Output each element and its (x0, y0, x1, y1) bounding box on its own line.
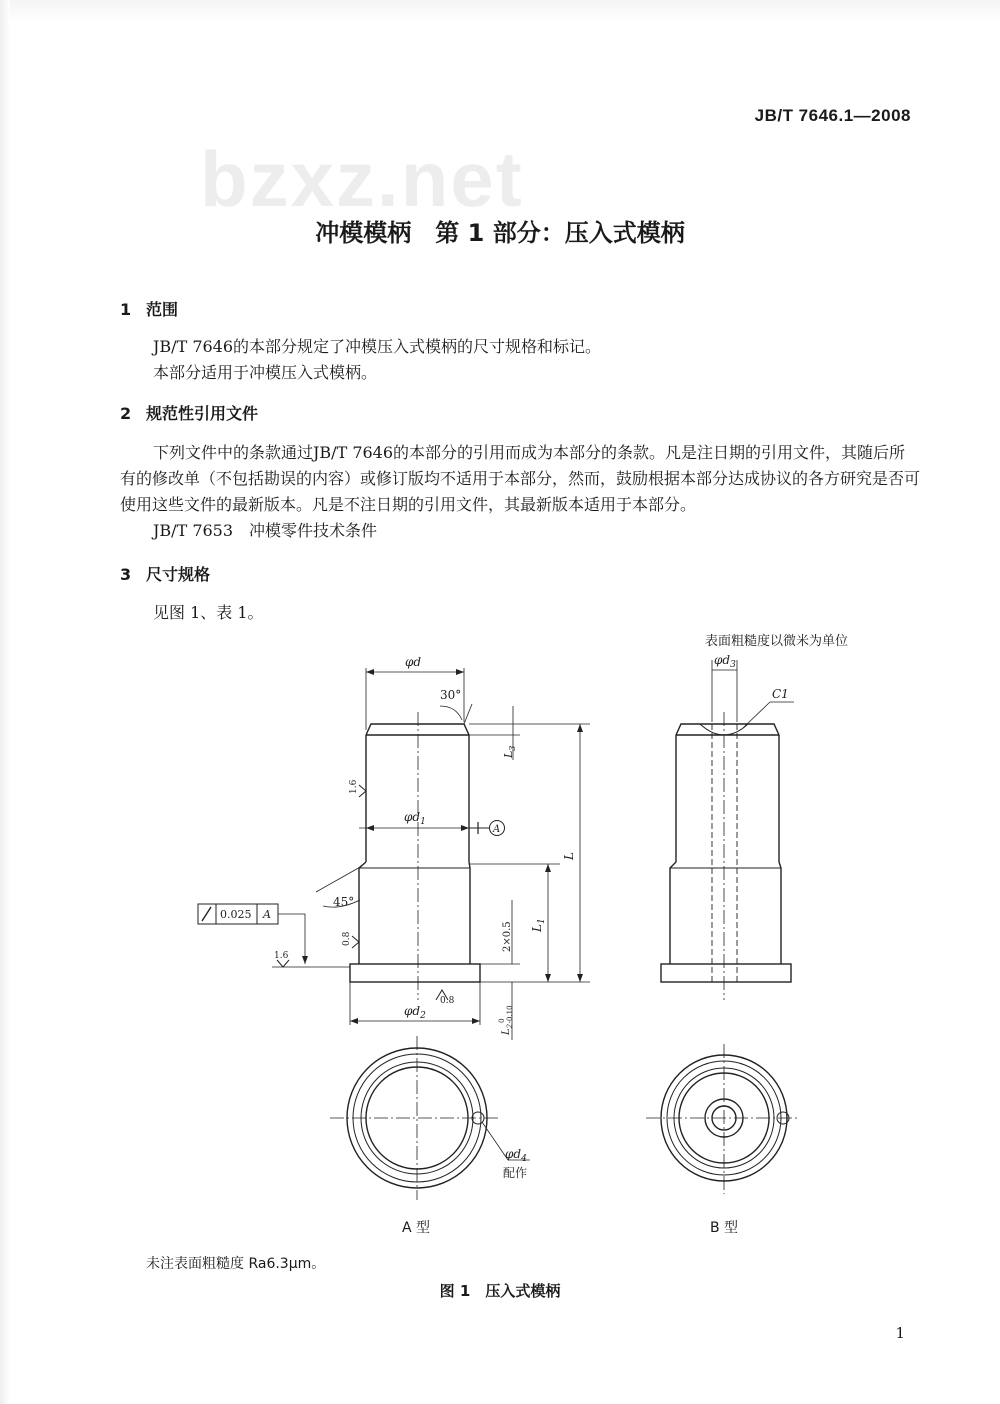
page-title: 冲模模柄 第 1 部分：压入式模柄 (315, 219, 685, 247)
dim-d2-label: $\varphi d_2$ (404, 1004, 426, 1021)
runout-tolerance-value: 0.025 (220, 908, 252, 921)
scan-edge-top (0, 0, 1000, 22)
section-2-reference: JB/T 7653 冲模零件技术条件 (153, 521, 378, 540)
roughness-1-6-upper: 1.6 (349, 779, 359, 794)
figure-caption: 图 1 压入式模柄 (439, 1282, 561, 1300)
standard-number: JB/T 7646.1—2008 (754, 106, 911, 125)
type-a-top-view (330, 1036, 530, 1200)
section-1-number: 1 (120, 300, 132, 319)
type-b-side-view (661, 653, 794, 1000)
type-a-side-view (198, 655, 590, 1040)
roughness-0-8-bottom: 0.8 (440, 996, 455, 1006)
angle-45-label: 45° (333, 895, 355, 909)
dim-l-label: L (562, 852, 576, 860)
roughness-units-note: 表面粗糙度以微米为单位 (705, 634, 849, 649)
section-3-heading (120, 562, 210, 585)
section-1-title: 范围 (146, 300, 179, 319)
dim-l1-label: $L_1$ (530, 918, 547, 932)
section-1-heading (120, 297, 178, 320)
dim-d-label: φd (405, 655, 422, 669)
section-2-number: 2 (120, 404, 132, 423)
section-2-heading (120, 401, 258, 424)
section-2-paragraph: 下列文件中的条款通过JB/T 7646的本部分的引用而成为本部分的条款。凡是注日期的引用文件，其随后所有的修改单（不包括勘误的内容）或修订版均不适用于本部分，然而，鼓励根据本部分达成协议的各方研究是否可使用这些文件的最新版本。凡是不注日期的引用文件，其最新版本适用于本部分。 (120, 443, 921, 514)
chamfer-c1-label: C1 (772, 687, 789, 701)
datum-a-label: A (493, 824, 501, 835)
section-1-paragraph-2: 本部分适用于冲模压入式模柄。 (153, 363, 378, 382)
unmarked-roughness-note: 未注表面粗糙度 Ra6.3μm。 (146, 1256, 326, 1272)
page-number: 1 (895, 1324, 905, 1342)
section-1-paragraph-1: JB/T 7646的本部分规定了冲模压入式模柄的尺寸规格和标记。 (153, 337, 602, 356)
dim-l2-label: $L_2^0-0.10$ (498, 1005, 514, 1035)
roughness-1-6-flange: 1.6 (274, 951, 289, 961)
section-3-paragraph: 见图 1、表 1。 (153, 603, 264, 622)
view-b-label: B 型 (710, 1220, 739, 1236)
dim-d3-label: $\varphi d_3$ (714, 653, 736, 670)
d4-note: 配作 (503, 1166, 528, 1180)
section-3-title: 尺寸规格 (146, 565, 211, 584)
angle-30-label: 30° (440, 688, 462, 702)
dim-d4-label: $\varphi d_4$ (505, 1147, 527, 1164)
runout-datum: A (263, 908, 271, 921)
section-3-number: 3 (120, 565, 132, 584)
figure-1-drawing (0, 640, 1000, 1240)
dim-d1-label: $\varphi d_1$ (404, 810, 426, 827)
section-2-title: 规范性引用文件 (146, 404, 259, 423)
view-a-label: A 型 (402, 1220, 431, 1236)
dim-l3-label: $L_3$ (502, 745, 517, 758)
type-b-top-view (646, 1044, 800, 1194)
watermark: bzxz.net (200, 135, 524, 223)
dim-2x05-label: 2×0.5 (502, 921, 513, 952)
roughness-0-8-lower: 0.8 (342, 931, 352, 946)
